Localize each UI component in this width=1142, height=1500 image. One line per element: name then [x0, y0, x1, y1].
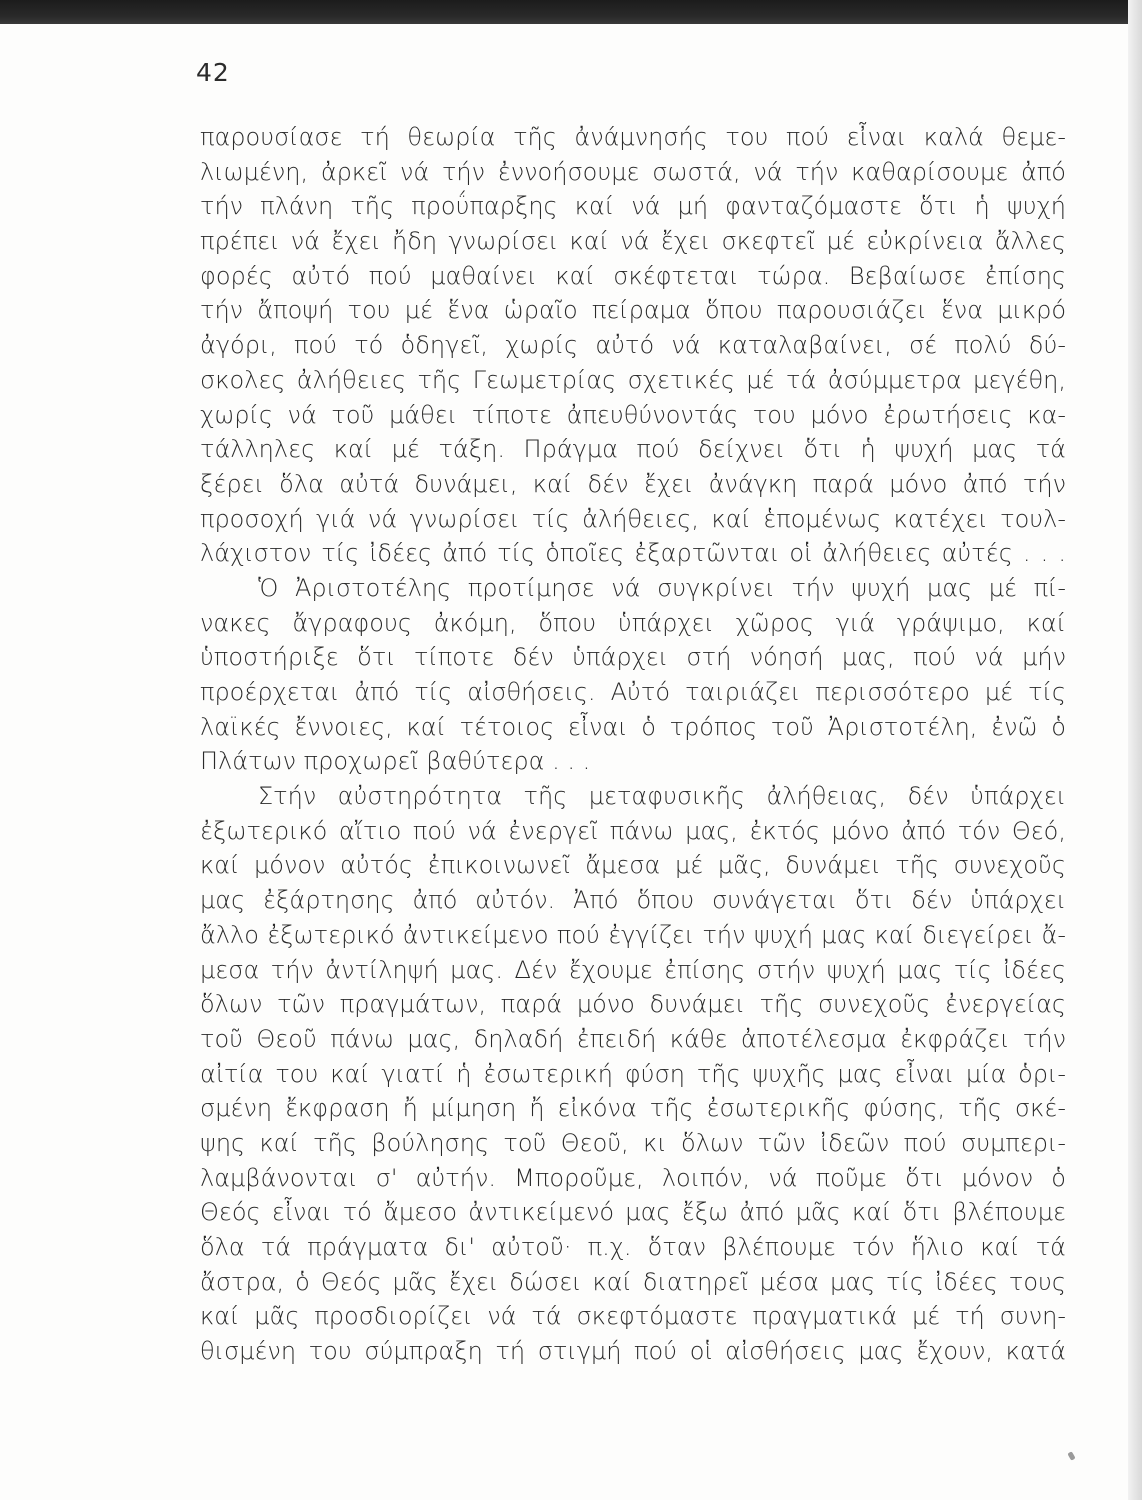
- text-line: φορές αὐτό πού μαθαίνει καί σκέφτεται τώρα. Βεβαίωσε ἐπίσης: [200, 261, 1066, 290]
- text-line: θισμένη του σύμπραξη τή στιγμή πού οἱ αἰσθήσεις μας ἔχουν, κατά: [200, 1337, 1066, 1366]
- text-line: καί μᾶς προσδιορίζει νά τά σκεφτόμαστε πραγματικά μέ τή συνη-: [200, 1302, 1066, 1331]
- scan-speck: [1067, 1451, 1075, 1460]
- text-line: ὑποστήριξε ὅτι τίποτε δέν ὑπάρχει στή νόησή μας, πού νά μήν: [200, 643, 1066, 672]
- text-line: ἀγόρι, πού τό ὁδηγεῖ, χωρίς αὐτό νά καταλαβαίνει, σέ πολύ δύ-: [200, 331, 1066, 360]
- page-number: 42: [196, 58, 230, 87]
- text-line: ὅλα τά πράγματα δι' αὐτοῦ· π.χ. ὅταν βλέπουμε τόν ἥλιο καί τά: [200, 1233, 1066, 1261]
- text-line: σκολες ἀλήθειες τῆς Γεωμετρίας σχετικές μέ τά ἀσύμμετρα μεγέθη,: [200, 365, 1066, 394]
- text-line: προέρχεται ἀπό τίς αἰσθήσεις. Αὐτό ταιριάζει περισσότερο μέ τίς: [200, 678, 1066, 706]
- text-line: λαμβάνονται σ' αὐτήν. Μποροῦμε, λοιπόν, νά ποῦμε ὅτι μόνον ὁ: [200, 1163, 1066, 1192]
- text-line: σμένη ἔκφραση ἤ μίμηση ἤ εἰκόνα τῆς ἐσωτερικῆς φύσης, τῆς σκέ-: [200, 1094, 1066, 1123]
- scan-top-shadow: [0, 0, 1142, 24]
- text-line: ἐξωτερικό αἴτιο πού νά ἐνεργεῖ πάνω μας, ἐκτός μόνο ἀπό τόν Θεό,: [200, 816, 1066, 845]
- text-line: καί μόνον αὐτός ἐπικοινωνεῖ ἄμεσα μέ μᾶς, δυνάμει τῆς συνεχοῦς: [200, 851, 1066, 880]
- text-line: λιωμένη, ἀρκεῖ νά τήν ἐννοήσουμε σωστά, νά τήν καθαρίσουμε ἀπό: [200, 157, 1066, 186]
- text-line: ἄστρα, ὁ Θεός μᾶς ἔχει δώσει καί διατηρεῖ μέσα μας τίς ἰδέες τους: [200, 1267, 1066, 1296]
- text-line-paragraph-start: Στήν αὐστηρότητα τῆς μεταφυσικῆς ἀλήθειας, δέν ὑπάρχει: [258, 782, 1066, 811]
- text-line: νακες ἄγραφους ἀκόμη, ὅπου ὑπάρχει χῶρος γιά γράψιμο, καί: [200, 608, 1066, 637]
- body-text: [200, 120, 1066, 1369]
- text-line: τήν ἄποψή του μέ ἕνα ὡραῖο πείραμα ὅπου παρουσιάζει ἕνα μικρό: [200, 296, 1066, 325]
- text-line: λαϊκές ἔννοιες, καί τέτοιος εἶναι ὁ τρόπος τοῦ Ἀριστοτέλη, ἐνῶ ὁ: [200, 712, 1066, 741]
- text-line: ὅλων τῶν πραγμάτων, παρά μόνο δυνάμει τῆς συνεχοῦς ἐνεργείας: [200, 990, 1066, 1019]
- text-line: ἄλλο ἐξωτερικό ἀντικείμενο πού ἐγγίζει τήν ψυχή μας καί διεγείρει ἄ-: [200, 920, 1066, 949]
- text-line-paragraph-start: Ὁ Ἀριστοτέλης προτίμησε νά συγκρίνει τήν ψυχή μας μέ πί-: [258, 573, 1066, 602]
- text-line: ξέρει ὅλα αὐτά δυνάμει, καί δέν ἔχει ἀνάγκη παρά μόνο ἀπό τήν: [200, 469, 1066, 498]
- text-line: προσοχή γιά νά γνωρίσει τίς ἀλήθειες, καί ἑπομένως κατέχει τουλ-: [200, 504, 1066, 533]
- text-line: ψης καί τῆς βούλησης τοῦ Θεοῦ, κι ὅλων τῶν ἰδεῶν πού συμπερι-: [200, 1128, 1066, 1157]
- scan-right-edge: [1128, 0, 1142, 1500]
- text-line: λάχιστον τίς ἰδέες ἀπό τίς ὁποῖες ἐξαρτῶνται οἱ ἀλήθειες αὐτές . . .: [200, 539, 1066, 568]
- text-line: Θεός εἶναι τό ἄμεσο ἀντικείμενό μας ἔξω ἀπό μᾶς καί ὅτι βλέπουμε: [200, 1198, 1066, 1227]
- text-line: τάλληλες καί μέ τάξη. Πράγμα πού δείχνει ὅτι ἡ ψυχή μας τά: [200, 435, 1066, 464]
- text-line: αἰτία του καί γιατί ἡ ἐσωτερική φύση τῆς ψυχῆς μας εἶναι μία ὁρι-: [200, 1059, 1066, 1088]
- text-line: τοῦ Θεοῦ πάνω μας, δηλαδή ἐπειδή κάθε ἀποτέλεσμα ἐκφράζει τήν: [200, 1024, 1066, 1053]
- text-line-paragraph-end: Πλάτων προχωρεῖ βαθύτερα . . .: [200, 747, 591, 776]
- text-line: μας ἐξάρτησης ἀπό αὐτόν. Ἀπό ὅπου συνάγεται ὅτι δέν ὑπάρχει: [200, 886, 1066, 915]
- text-line: χωρίς νά τοῦ μάθει τίποτε ἀπευθύνοντάς του μόνο ἐρωτήσεις κα-: [200, 400, 1066, 429]
- text-line: μεσα τήν ἀντίληψή μας. Δέν ἔχουμε ἐπίσης στήν ψυχή μας τίς ἰδέες: [200, 955, 1066, 984]
- text-line: τήν πλάνη τῆς προΰπαρξης καί νά μή φανταζόμαστε ὅτι ἡ ψυχή: [200, 192, 1066, 221]
- text-line: πρέπει νά ἔχει ἤδη γνωρίσει καί νά ἔχει σκεφτεῖ μέ εὐκρίνεια ἄλλες: [200, 227, 1066, 256]
- text-line: παρουσίασε τή θεωρία τῆς ἀνάμνησής του πού εἶναι καλά θεμε-: [200, 123, 1066, 151]
